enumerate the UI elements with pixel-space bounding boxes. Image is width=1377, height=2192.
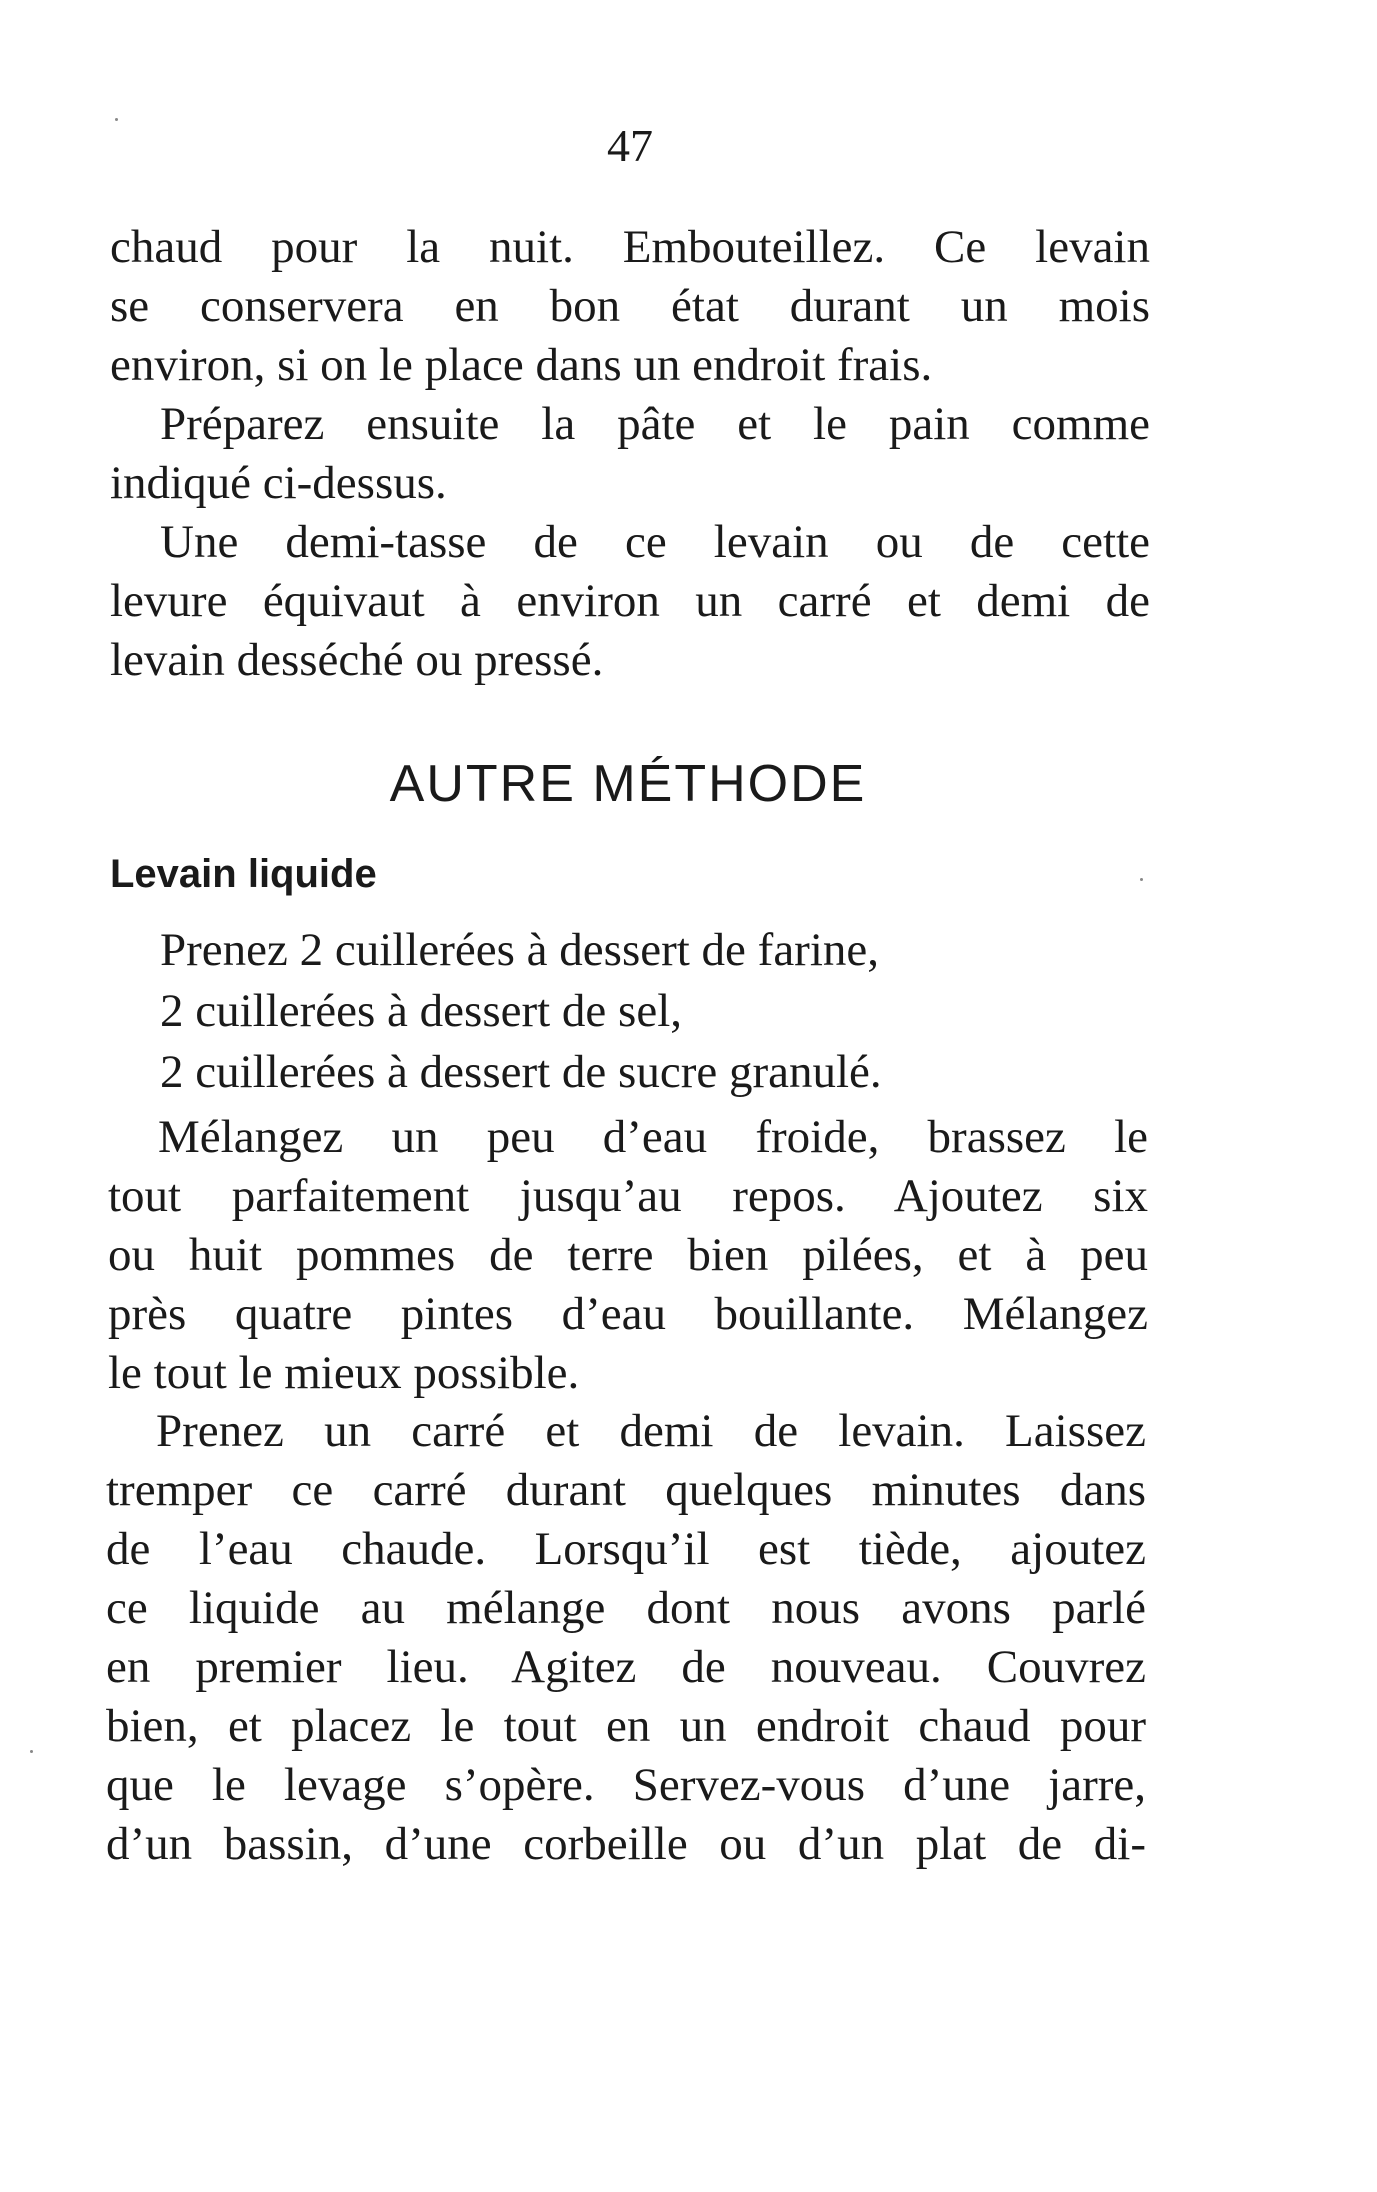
paragraph-demi-tasse [110, 513, 1150, 690]
text-line: se conservera en bon état durant un mois [110, 280, 1150, 332]
paragraph-continuation [110, 218, 1150, 395]
paragraph-prenez-levain [106, 1402, 1146, 1874]
ingredient-item: Prenez 2 cuillerées à dessert de farine, [160, 924, 879, 976]
text-line: Une demi-tasse de ce levain ou de cette [160, 516, 1150, 568]
text-line: chaud pour la nuit. Embouteillez. Ce levain [110, 221, 1150, 273]
page-number: 47 [607, 120, 653, 171]
text-line: le tout le mieux possible. [108, 1347, 580, 1399]
text-line: en premier lieu. Agitez de nouveau. Couvrez [106, 1641, 1146, 1693]
paper-speck [1140, 878, 1143, 881]
text-line: tout parfaitement jusqu’au repos. Ajoutez six [108, 1170, 1148, 1222]
text-line: bien, et placez le tout en un endroit chaud pour [106, 1700, 1146, 1752]
recipe-subheading: Levain liquide [110, 852, 377, 896]
ingredient-list [160, 920, 882, 1103]
text-line: levain desséché ou pressé. [110, 634, 604, 686]
text-line: Préparez ensuite la pâte et le pain comme [160, 398, 1150, 450]
text-line: près quatre pintes d’eau bouillante. Mélangez [108, 1288, 1148, 1340]
text-line: environ, si on le place dans un endroit frais. [110, 339, 933, 391]
paragraph-preparez [110, 395, 1150, 513]
text-line: Mélangez un peu d’eau froide, brassez le [158, 1111, 1148, 1163]
paper-speck [30, 1750, 33, 1753]
text-line: Prenez un carré et demi de levain. Laissez [156, 1405, 1146, 1457]
ingredient-item: 2 cuillerées à dessert de sucre granulé. [160, 1046, 882, 1098]
text-line: ou huit pommes de terre bien pilées, et à peu [108, 1229, 1148, 1281]
ingredient-item: 2 cuillerées à dessert de sel, [160, 985, 683, 1037]
section-heading: AUTRE MÉTHODE [389, 755, 867, 813]
text-line: d’un bassin, d’une corbeille ou d’un plat de di- [106, 1818, 1146, 1870]
paragraph-melangez [108, 1108, 1148, 1403]
text-line: indiqué ci-dessus. [110, 457, 447, 509]
text-line: tremper ce carré durant quelques minutes dans [106, 1464, 1146, 1516]
text-line: levure équivaut à environ un carré et demi de [110, 575, 1150, 627]
text-line: de l’eau chaude. Lorsqu’il est tiède, ajoutez [106, 1523, 1146, 1575]
text-line: ce liquide au mélange dont nous avons parlé [106, 1582, 1146, 1634]
text-line: que le levage s’opère. Servez-vous d’une jarre, [106, 1759, 1146, 1811]
